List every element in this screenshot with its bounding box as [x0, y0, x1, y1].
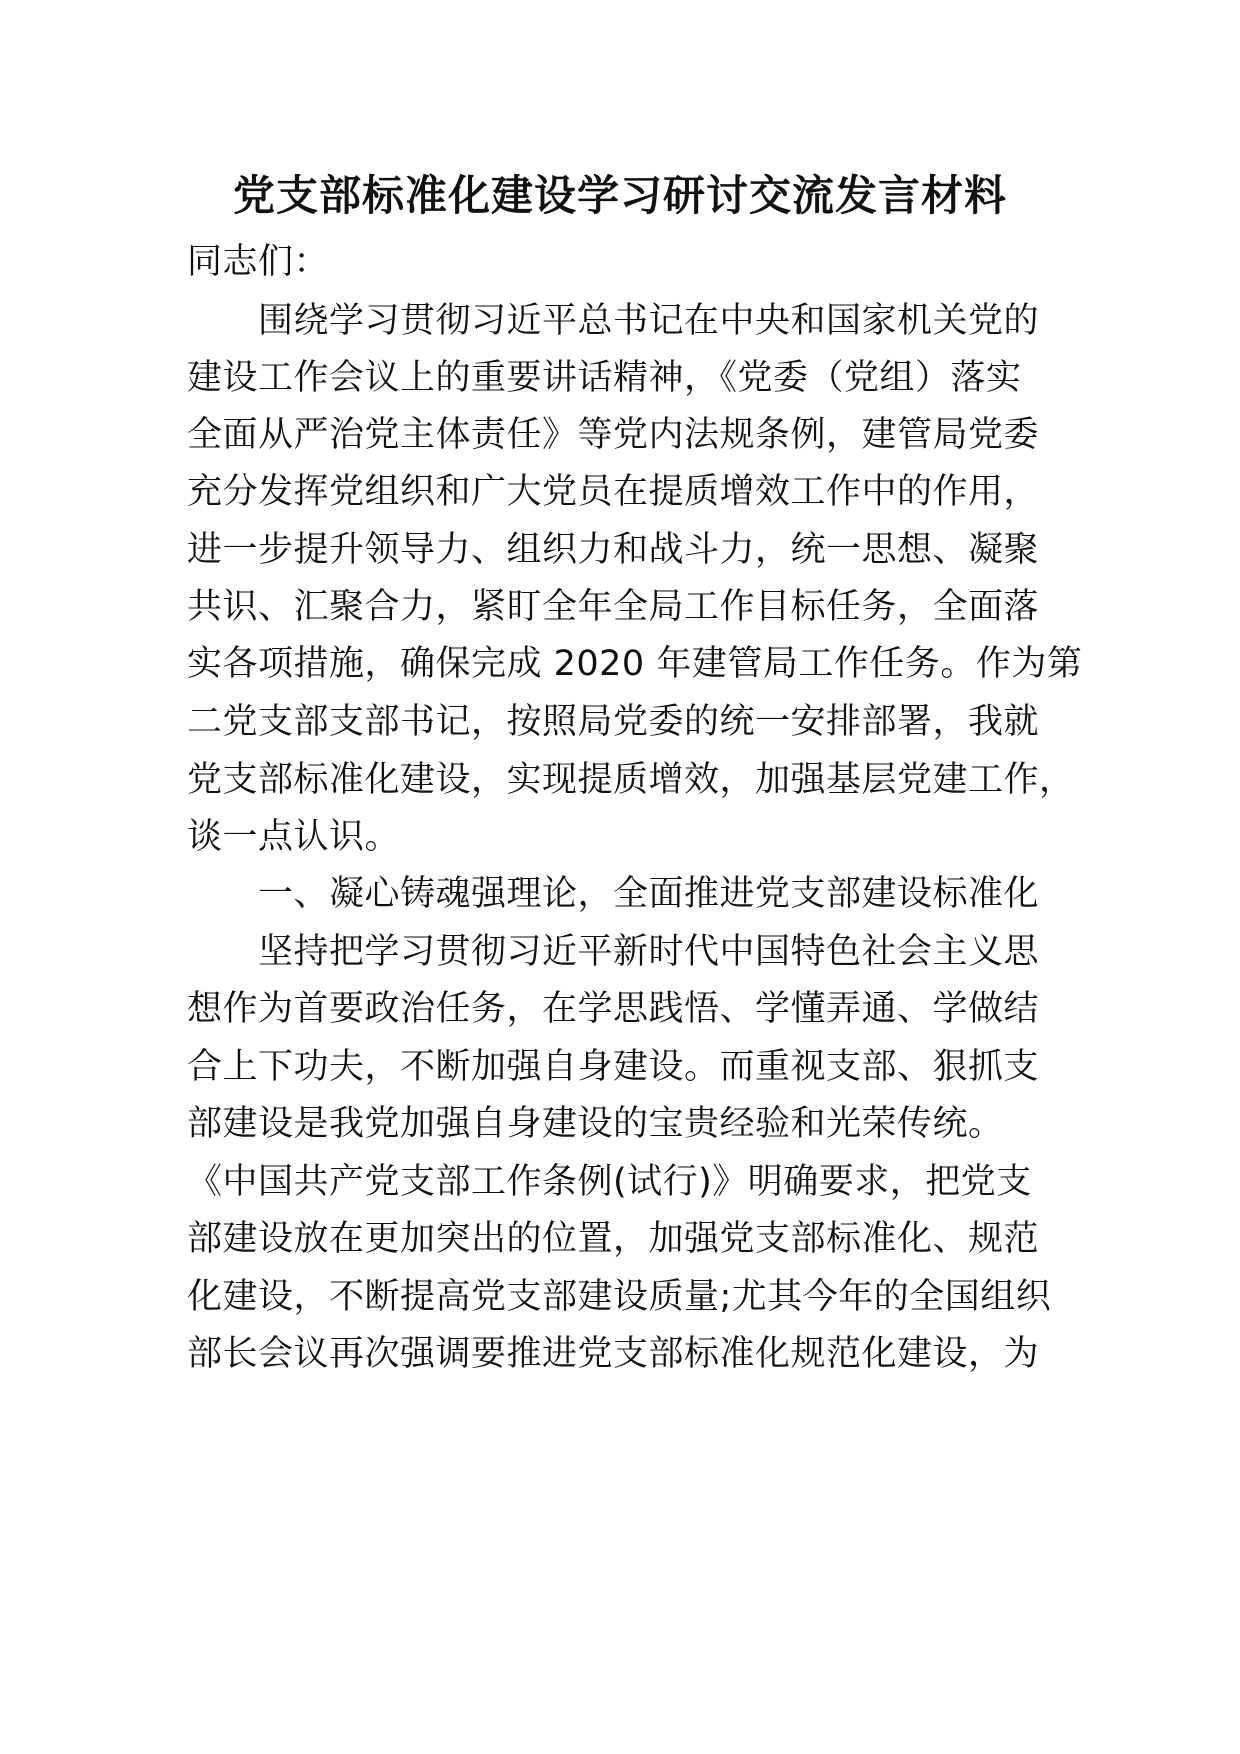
- paragraph-line: 部长会议再次强调要推进党支部标准化规范化建设，为: [187, 1334, 1040, 1374]
- paragraph-line: 共识、汇聚合力，紧盯全年全局工作目标任务，全面落: [187, 587, 1040, 627]
- paragraph-line: 部建设放在更加突出的位置，加强党支部标准化、规范: [187, 1219, 1040, 1259]
- paragraph-line: 想作为首要政治任务，在学思践悟、学懂弄通、学做结: [187, 989, 1040, 1029]
- paragraph-line: 实各项措施，确保完成 2020 年建管局工作任务。作为第: [187, 644, 1083, 684]
- paragraph-line: 二党支部支部书记，按照局党委的统一安排部署，我就: [187, 702, 1040, 742]
- paragraph-line: 全面从严治党主体责任》等党内法规条例，建管局党委: [187, 415, 1040, 455]
- paragraph-line: 合上下功夫，不断加强自身建设。而重视支部、狠抓支: [187, 1047, 1040, 1087]
- paragraph-line: 党支部标准化建设，实现提质增效，加强基层党建工作，: [187, 760, 1075, 800]
- greeting-line: 同志们：: [187, 242, 330, 282]
- document-title: 党支部标准化建设学习研讨交流发言材料: [232, 171, 1007, 220]
- paragraph-line: 谈一点认识。: [187, 817, 401, 857]
- paragraph-line: 进一步提升领导力、组织力和战斗力，统一思想、凝聚: [187, 530, 1040, 570]
- paragraph-line: 《中国共产党支部工作条例(试行)》明确要求，把党支: [187, 1162, 1032, 1202]
- paragraph-line: 坚持把学习贯彻习近平新时代中国特色社会主义思: [258, 932, 1040, 972]
- paragraph-line: 化建设，不断提高党支部建设质量;尤其今年的全国组织: [187, 1277, 1052, 1317]
- paragraph-line: 建设工作会议上的重要讲话精神，《党委（党组）落实: [187, 358, 1022, 398]
- paragraph-line: 围绕学习贯彻习近平总书记在中央和国家机关党的: [258, 301, 1040, 341]
- section-heading: 一、凝心铸魂强理论，全面推进党支部建设标准化: [258, 874, 1040, 914]
- paragraph-line: 部建设是我党加强自身建设的宝贵经验和光荣传统。: [187, 1104, 1004, 1144]
- paragraph-line: 充分发挥党组织和广大党员在提质增效工作中的作用，: [187, 472, 1040, 512]
